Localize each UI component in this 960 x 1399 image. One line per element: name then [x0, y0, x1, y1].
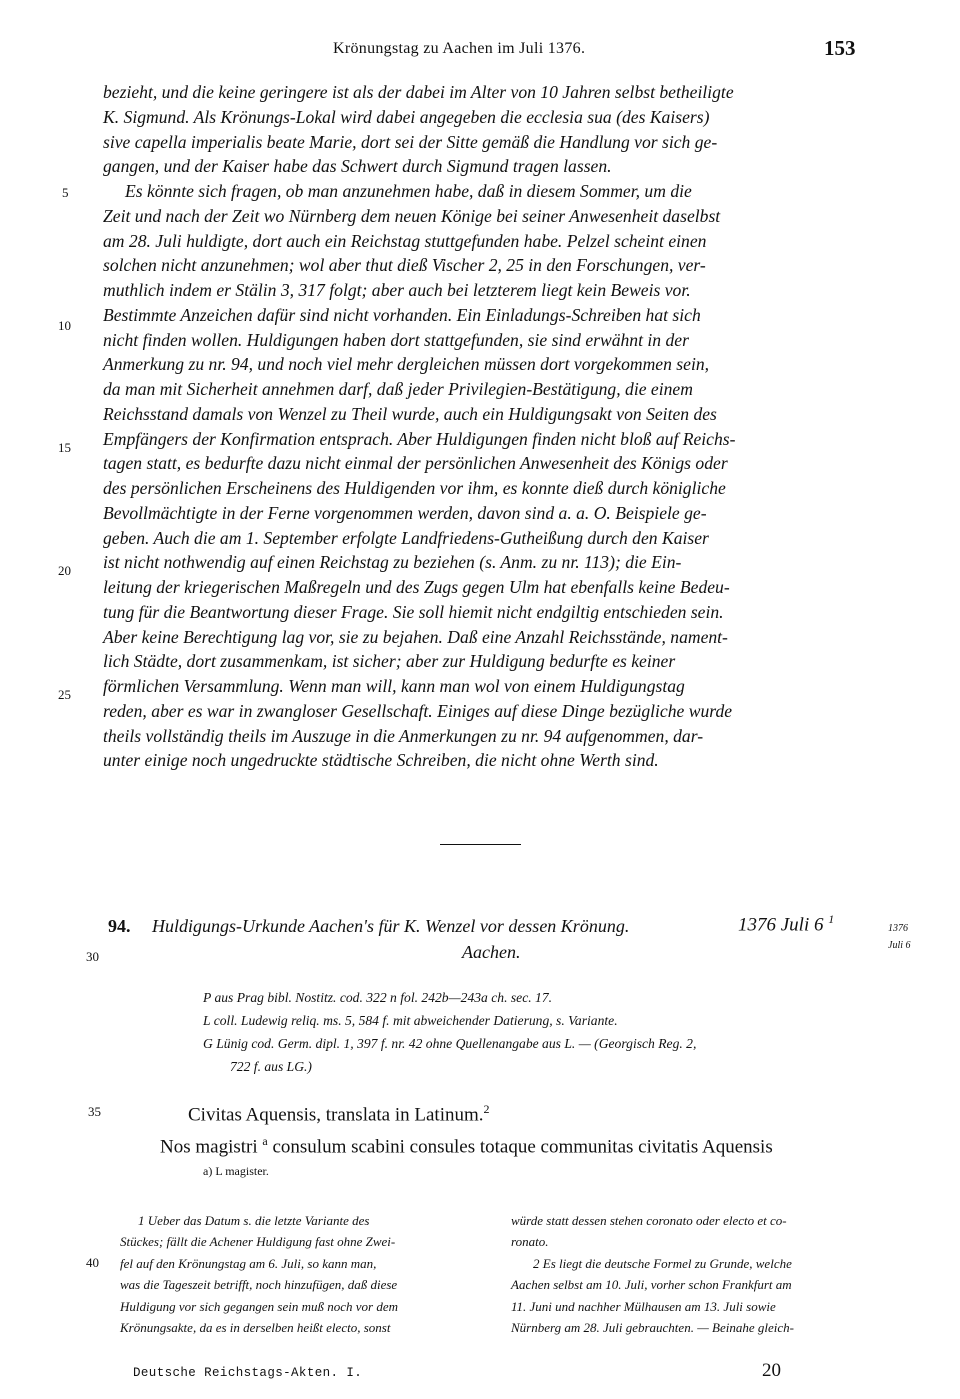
latin-line: [160, 1096, 900, 1128]
latin-line-text: Nos magistri: [160, 1136, 258, 1158]
footnote-line: 11. Juni und nachher Mülhausen am 13. Juli sowie: [511, 1298, 776, 1314]
footnote-line: Krönungsakte, da es in derselben heißt electo, sonst: [120, 1319, 391, 1335]
body-line: Anmerkung zu nr. 94, und noch viel mehr dergleichen müssen dort vorgekommen sein,: [103, 354, 710, 375]
line-number: 35: [88, 1104, 101, 1119]
document-place: Aachen.: [462, 942, 521, 962]
source-list: [203, 986, 893, 1078]
body-line: geben. Auch die am 1. September erfolgte Landfriedens-Gutheißung durch den Kaiser: [103, 527, 709, 548]
line-number: 10: [58, 318, 71, 333]
body-line: Reichsstand damals von Wenzel zu Theil wurde, auch ein Huldigungsakt von Seiten des: [103, 403, 717, 424]
source-line: 722 f. aus LG.): [230, 1059, 312, 1074]
line-number: 5: [62, 185, 69, 200]
footnote-line: Huldigung vor sich gegangen sein muß noch vor dem: [120, 1298, 399, 1314]
footnote-line: 2 Es liegt die deutsche Formel zu Grunde, welche: [533, 1255, 792, 1271]
line-number: 15: [58, 440, 71, 455]
line-number: 40: [86, 1255, 99, 1270]
source-line: G Lünig cod. Germ. dipl. 1, 397 f. nr. 42 ohne Quellenangabe aus L. — (Georgisch Reg. 2,: [203, 1036, 697, 1051]
source-line: P aus Prag bibl. Nostitz. cod. 322 n fol. 242b—243a ch. sec. 17.: [203, 990, 553, 1005]
body-line: bezieht, und die keine geringere ist als der dabei im Alter von 10 Jahren selbst betheiligte: [103, 82, 734, 102]
footnote-ref: 1: [828, 912, 835, 926]
running-head: [0, 36, 960, 62]
footnotes-right: [511, 1210, 876, 1338]
series-title: Deutsche Reichstags-Akten. I.: [133, 1366, 363, 1380]
signature-mark: 20: [762, 1360, 781, 1381]
latin-line-text: Civitas Aquensis, translata in Latinum.: [188, 1104, 484, 1126]
latin-line: [160, 1128, 900, 1160]
body-line: unter einige noch ungedruckte städtische Schreiben, die nicht ohne Werth sind.: [103, 750, 659, 771]
body-line: theils vollständig theils im Auszuge in die Anmerkungen zu nr. 94 aufgenommen, dar-: [103, 725, 704, 746]
body-line: Zeit und nach der Zeit wo Nürnberg dem neuen Könige bei seiner Anwesenheit daselbst: [103, 205, 721, 226]
body-line: ist nicht nothwendig auf einen Reichstag zu beziehen (s. Anm. zu nr. 113); die Ein-: [103, 552, 682, 573]
line-number: 25: [58, 687, 71, 702]
footnotes-left: [120, 1210, 485, 1338]
body-line: lich Städte, dort zusammenkam, ist sicher; aber zur Huldigung bedurfte es keiner: [103, 651, 676, 672]
footnote-line: fel auf den Krönungstag am 6. Juli, so kann man,: [120, 1255, 377, 1271]
line-number: 20: [58, 563, 71, 578]
footnote-line: 1 Ueber das Datum s. die letzte Variante des: [138, 1213, 370, 1228]
latin-text: [160, 1096, 900, 1161]
body-line: K. Sigmund. Als Krönungs-Lokal wird dabei angegeben die ecclesia sua (des Kaisers): [103, 106, 710, 127]
body-line: tagen statt, es bedurfte dazu nicht einmal der persönlichen Anwesenheit des Königs oder: [103, 453, 728, 474]
body-line: gangen, und der Kaiser habe das Schwert durch Sigmund tragen lassen.: [103, 156, 612, 177]
body-line: tung für die Beantwortung dieser Frage. Sie soll hiemit nicht endgiltig entschieden sein.: [103, 601, 724, 622]
body-line: nicht finden wollen. Huldigungen haben dort stattgefunden, sie sind erwähnt in der: [103, 329, 689, 350]
latin-line-text: consulum scabini consules totaque communitas civitatis Aquensis: [272, 1136, 773, 1158]
document-date-text: 1376 Juli 6: [738, 914, 824, 936]
margin-day: Juli 6: [888, 940, 911, 951]
apparatus-ref: a: [262, 1134, 268, 1149]
body-line: Empfängers der Konfirmation entsprach. Aber Huldigungen finden nicht bloß auf Reichs-: [103, 428, 736, 449]
document-date: [738, 912, 834, 936]
margin-date: [888, 920, 911, 954]
footnote-line: Aachen selbst am 10. Juli, vorher schon Frankfurt am: [511, 1277, 792, 1293]
body-line: des persönlichen Erscheinens des Huldigenden vor ihm, es konnte dieß durch königliche: [103, 478, 726, 498]
footnote-line: Stückes; fällt die Achener Huldigung fast ohne Zwei-: [120, 1234, 396, 1250]
body-line: muthlich indem er Stälin 3, 317 folgt; aber auch bei letzterem liegt kein Beweis vor.: [103, 280, 691, 300]
body-line: reden, aber es war in zwangloser Gesellschaft. Einiges auf diese Dinge bezügliche wurde: [103, 700, 733, 721]
document-number: 94.: [108, 916, 131, 936]
body-line: förmlichen Versammlung. Wenn man will, kann man wol von einem Huldigungstag: [103, 676, 685, 696]
body-line: Es könnte sich fragen, ob man anzunehmen habe, daß in diesem Sommer, um die: [125, 181, 692, 201]
body-line: am 28. Juli huldigte, dort auch ein Reichstag stuttgefunden habe. Pelzel scheint einen: [103, 230, 707, 251]
section-divider: [440, 844, 521, 845]
document-title: Huldigungs-Urkunde Aachen's für K. Wenzel vor dessen Krönung.: [152, 916, 630, 936]
line-number: 30: [86, 949, 99, 964]
body-line: sive capella imperialis beate Marie, dort sei der Sitte gemäß die Handlung vor sich ge-: [103, 131, 718, 152]
body-line: Aber keine Berechtigung lag vor, sie zu bejahen. Daß eine Anzahl Reichsstände, nament-: [103, 626, 728, 647]
body-line: da man mit Sicherheit annehmen darf, daß jeder Privilegien-Bestätigung, die einem: [103, 379, 693, 399]
source-line: L coll. Ludewig reliq. ms. 5, 584 f. mit abweichender Datierung, s. Variante.: [203, 1013, 618, 1028]
body-line: leitung der kriegerischen Maßregeln und des Zugs gegen Ulm hat ebenfalls keine Bedeu-: [103, 577, 730, 597]
footnote-ref: 2: [483, 1102, 490, 1116]
page-number: 153: [824, 36, 856, 60]
body-line: Bestimmte Anzeichen dafür sind nicht vorhanden. Ein Einladungs-Schreiben hat sich: [103, 304, 701, 325]
body-line: Bevollmächtigte in der Ferne vorgenommen werden, davon sind a. a. O. Beispiele ge-: [103, 502, 707, 523]
body-text: [103, 80, 873, 773]
running-head-title: Krönungstag zu Aachen im Juli 1376.: [333, 40, 586, 57]
footnote-line: ronato.: [511, 1234, 549, 1250]
footnote-line: würde statt dessen stehen coronato oder electo et co-: [511, 1213, 787, 1228]
body-line: solchen nicht anzunehmen; wol aber thut dieß Vischer 2, 25 in den Forschungen, ver-: [103, 255, 706, 276]
margin-year: 1376: [888, 923, 908, 934]
footnote-line: was die Tageszeit betrifft, noch hinzufügen, daß diese: [120, 1277, 398, 1293]
footnote-line: Nürnberg am 28. Juli gebrauchten. — Beinahe gleich-: [511, 1319, 794, 1335]
apparatus-note: a) L magister.: [203, 1164, 269, 1178]
